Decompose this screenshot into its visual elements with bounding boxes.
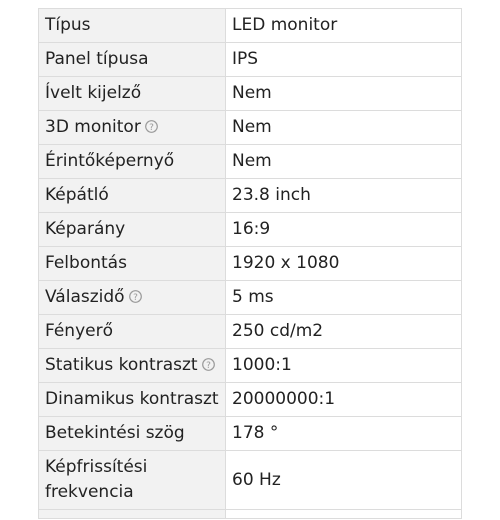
spec-label: Dinamikus kontraszt (39, 383, 226, 417)
spec-label: 3D monitor ? (39, 111, 226, 145)
spec-row-brightness (39, 315, 462, 349)
spec-label: Képfrissítési frekvencia (39, 451, 226, 510)
spec-label: Képátló (39, 179, 226, 213)
spec-label: Képarány (39, 213, 226, 247)
spec-row-3d-monitor (39, 111, 462, 145)
spec-row-aspect-ratio (39, 213, 462, 247)
spec-value: 16:9 (226, 213, 462, 247)
spec-row-panel-type (39, 43, 462, 77)
help-circle-icon[interactable] (129, 290, 142, 303)
spec-label: Fényerő (39, 315, 226, 349)
spec-label (39, 510, 226, 519)
spec-label: Ívelt kijelző (39, 77, 226, 111)
spec-row-refresh-rate (39, 451, 462, 510)
help-circle-icon[interactable] (202, 358, 215, 371)
spec-value: 23.8 inch (226, 179, 462, 213)
spec-row-screen-size (39, 179, 462, 213)
spec-row-type (39, 9, 462, 43)
spec-row-response-time (39, 281, 462, 315)
spec-label: Statikus kontraszt ? (39, 349, 226, 383)
help-circle-icon[interactable] (145, 120, 158, 133)
spec-label: Érintőképernyő (39, 145, 226, 179)
svg-text:?: ? (148, 123, 154, 133)
spec-table (38, 8, 462, 519)
spec-label: Válaszidő ? (39, 281, 226, 315)
spec-value: Nem (226, 111, 462, 145)
spec-value: 60 Hz (226, 451, 462, 510)
spec-value: 1000:1 (226, 349, 462, 383)
spec-row-curved-display (39, 77, 462, 111)
spec-row-dynamic-contrast (39, 383, 462, 417)
spec-value: 178 ° (226, 417, 462, 451)
spec-value: 5 ms (226, 281, 462, 315)
svg-text:?: ? (205, 361, 211, 371)
spec-label: Betekintési szög (39, 417, 226, 451)
svg-text:?: ? (132, 293, 138, 303)
spec-value (226, 510, 462, 519)
spec-value: IPS (226, 43, 462, 77)
spec-value: Nem (226, 77, 462, 111)
spec-row-resolution (39, 247, 462, 281)
spec-row-touchscreen (39, 145, 462, 179)
spec-value: 20000000:1 (226, 383, 462, 417)
spec-value: 1920 x 1080 (226, 247, 462, 281)
spec-label: Felbontás (39, 247, 226, 281)
spec-row-viewing-angle (39, 417, 462, 451)
spec-value: Nem (226, 145, 462, 179)
spec-row-partial (39, 510, 462, 519)
spec-label: Típus (39, 9, 226, 43)
spec-value: 250 cd/m2 (226, 315, 462, 349)
spec-label: Panel típusa (39, 43, 226, 77)
spec-value: LED monitor (226, 9, 462, 43)
spec-row-static-contrast (39, 349, 462, 383)
